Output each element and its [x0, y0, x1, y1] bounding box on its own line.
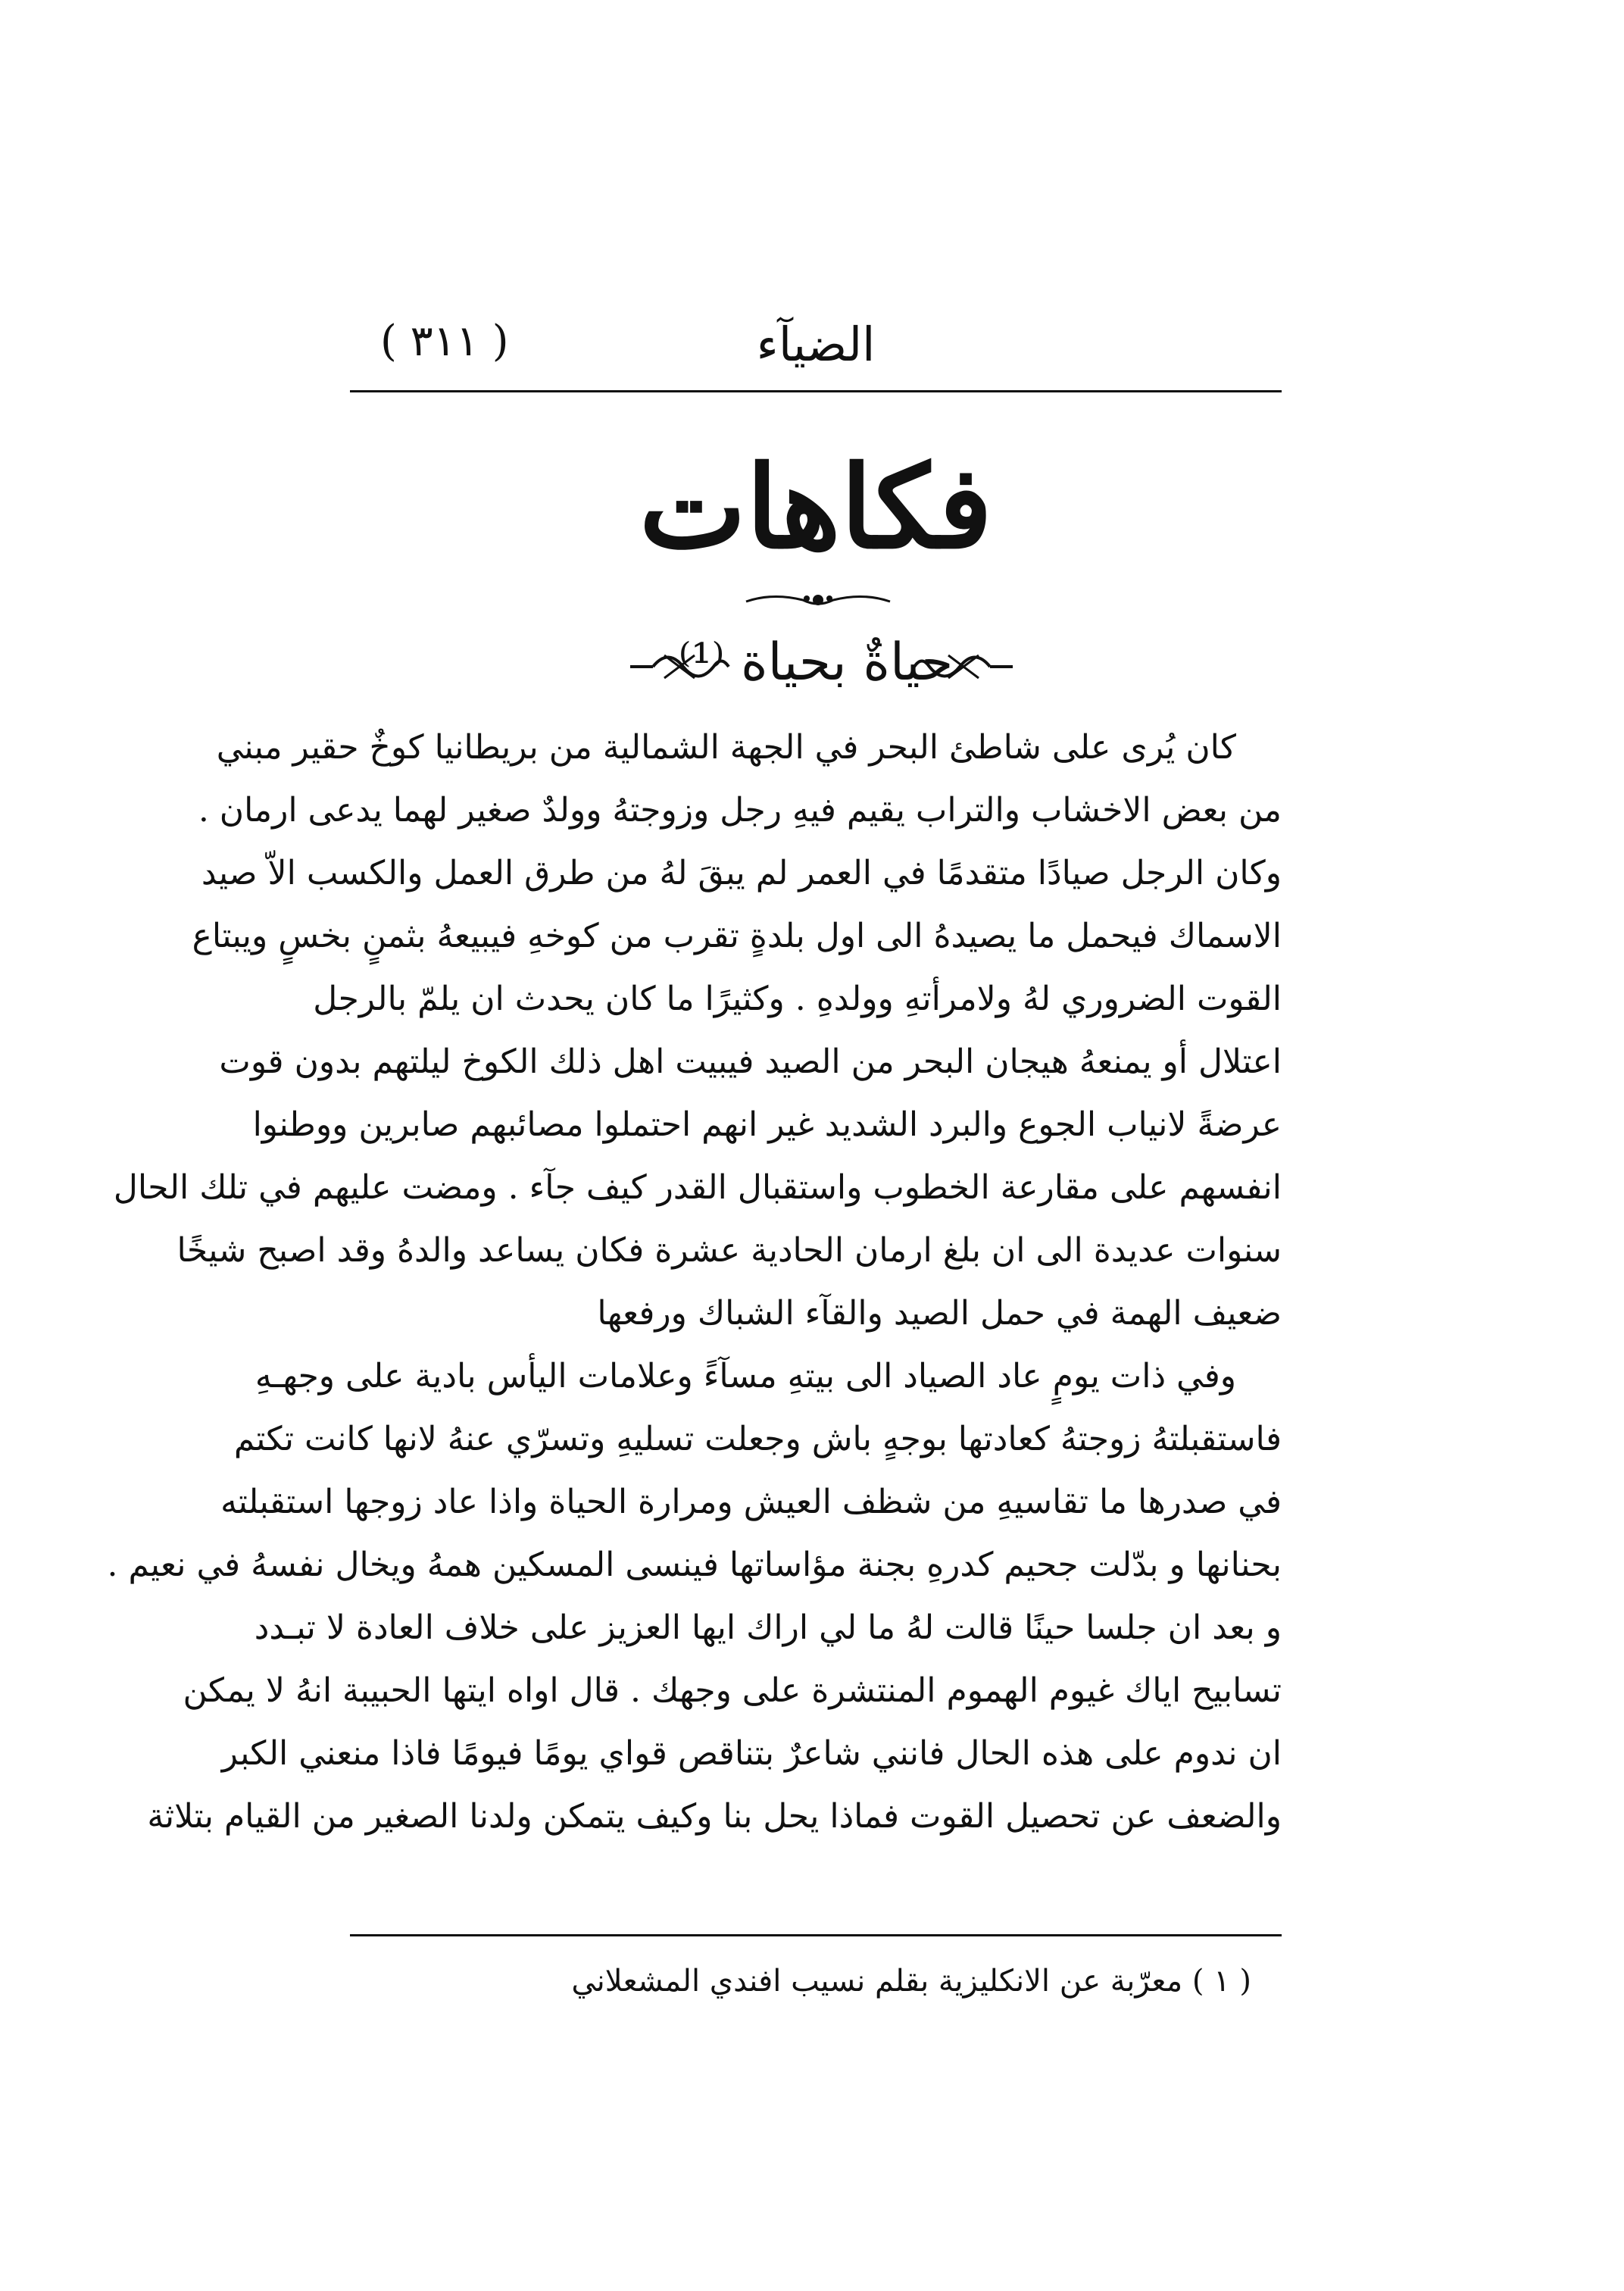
- section-title: فكاهات: [639, 441, 993, 574]
- body-line: وكان الرجل صيادًا متقدمًا في العمر لم يبقَ لهُ من طرق العمل والكسب الاّ صيد: [201, 854, 1282, 892]
- body-line: ضعيف الهمة في حمل الصيد والقآء الشباك ورفعها: [597, 1294, 1282, 1333]
- footnote-divider: [350, 1934, 1282, 1936]
- body-line: وفي ذات يومٍ عاد الصياد الى بيتهِ مسآءً وعلامات اليأس بادية على وجهـهِ: [255, 1357, 1236, 1396]
- flourish-right-icon: [907, 644, 1020, 689]
- body-line: والضعف عن تحصيل القوت فماذا يحل بنا وكيف يتمكن ولدنا الصغير من القيام بتلاثة: [147, 1797, 1282, 1836]
- ornament-divider-icon: [742, 585, 894, 615]
- page-number: ( ٣١١ ): [380, 317, 509, 366]
- body-line: من بعض الاخشاب والتراب يقيم فيهِ رجل وزوجتهُ وولدٌ صغير لهما يدعى ارمان .: [198, 791, 1282, 830]
- body-line: في صدرها ما تقاسيهِ من شظف العيش ومرارة الحياة واذا عاد زوجها استقبلته: [220, 1483, 1282, 1521]
- body-line: الاسماك فيحمل ما يصيدهُ الى اول بلدةٍ تقرب من كوخهِ فيبيعهُ بثمنٍ بخسٍ ويبتاع: [192, 917, 1282, 955]
- article-title-row: [350, 621, 1282, 705]
- body-line: ان ندوم على هذه الحال فانني شاعرٌ بتناقص قواي يومًا فيومًا فاذا منعني الكبر: [221, 1734, 1282, 1773]
- footnote: ( ١ ) معرّبة عن الانكليزية بقلم نسيب افندي المشعلاني: [571, 1964, 1251, 1999]
- body-line: و بعد ان جلسا حينًا قالت لهُ ما لي اراك ايها العزيز على خلاف العادة لا تبـدد: [254, 1608, 1282, 1647]
- article-body: [107, 716, 1282, 1848]
- body-line: القوت الضروري لهُ ولامرأتهِ وولدهِ . وكثيرًا ما كان يحدث ان يلمّ بالرجل: [313, 980, 1282, 1018]
- body-line: تسابيح اياك غيوم الهموم المنتشرة على وجهك . قال اواه ايتها الحبيبة انهُ لا يمكن: [183, 1671, 1282, 1710]
- body-line: عرضةً لانياب الجوع والبرد الشديد غير انهم احتملوا مصائبهم صابرين ووطنوا: [252, 1105, 1282, 1144]
- article-title: حياةٌ بحياة ⁽¹⁾: [678, 633, 954, 692]
- header-divider: [350, 390, 1282, 392]
- body-line: انفسهم على مقارعة الخطوب واستقبال القدر كيف جآء . ومضت عليهم في تلك الحال: [113, 1168, 1282, 1207]
- body-line: سنوات عديدة الى ان بلغ ارمان الحادية عشرة فكان يساعد والدهُ وقد اصبح شيخًا: [176, 1231, 1282, 1270]
- body-line: كان يُرى على شاطئ البحر في الجهة الشمالية من بريطانيا كوخٌ حقير مبني: [216, 728, 1236, 767]
- page-header: [350, 317, 1282, 392]
- body-line: بحنانها و بدّلت جحيم كدرهِ بجنة مؤاساتها فينسى المسكين همهُ ويخال نفسهُ في نعيم .: [107, 1546, 1282, 1584]
- body-line: اعتلال أو يمنعهُ هيجان البحر من الصيد فيبيت اهل ذلك الكوخ ليلتهم بدون قوت: [219, 1042, 1282, 1081]
- body-line: فاستقبلتهُ زوجتهُ كعادتها بوجهٍ باش وجعلت تسليهِ وتسرّي عنهُ لانها كانت تكتم: [233, 1420, 1282, 1458]
- journal-name: الضيآء: [756, 317, 876, 372]
